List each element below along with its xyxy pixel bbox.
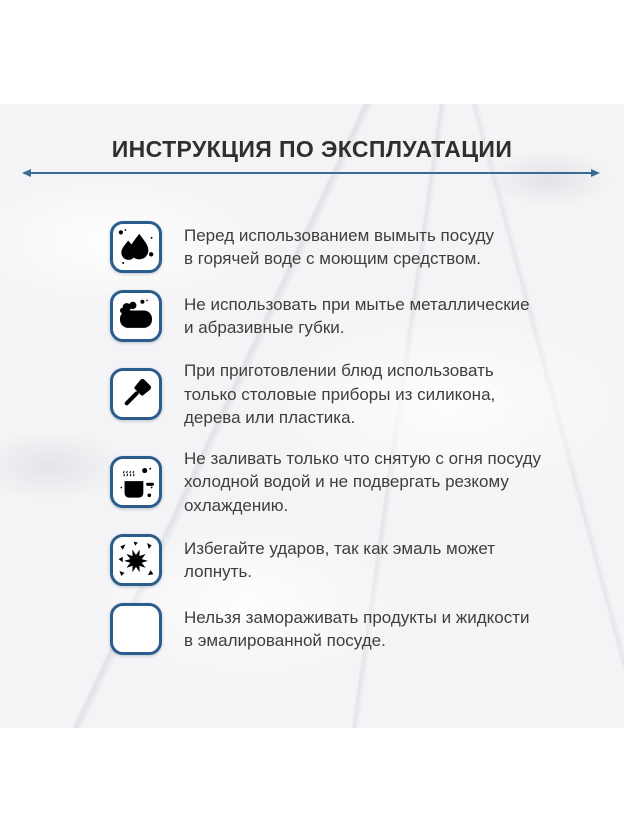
spatula-icon [114, 372, 158, 416]
hot-pot-icon [114, 460, 158, 504]
instruction-list [110, 221, 590, 672]
instruction-text-line: Не использовать при мытье металлические [184, 294, 530, 314]
water-drops-icon [114, 225, 158, 269]
instruction-text-line: только столовые приборы из силикона, [184, 384, 496, 404]
snowflake-icon [114, 607, 158, 651]
instruction-row [110, 603, 590, 655]
instruction-text-line: Нельзя замораживать продукты и жидкости [184, 607, 530, 627]
icon-box [110, 290, 162, 342]
instruction-row [110, 359, 590, 430]
instruction-text [184, 224, 494, 271]
sponge-icon [114, 294, 158, 338]
title-underline-divider [24, 172, 598, 174]
instruction-text-line: холодной водой и не подвергать резкому [184, 472, 509, 491]
impact-burst-icon [114, 538, 158, 582]
instruction-text-line: охлаждению. [184, 495, 289, 515]
icon-box [110, 603, 162, 655]
instruction-text [184, 606, 530, 653]
icon-box [110, 368, 162, 420]
instruction-text [184, 447, 541, 518]
instruction-text-line: дерева или пластика. [184, 408, 356, 427]
instruction-text-line: Перед использованием вымыть посуду [184, 225, 495, 245]
instruction-text [184, 293, 530, 340]
instruction-text-line: и абразивные губки. [184, 318, 345, 337]
instruction-row [110, 221, 590, 273]
instruction-text-line: При приготовлении блюд использовать [184, 361, 494, 380]
instruction-text-line: Избегайте ударов, так как эмаль может [184, 538, 496, 558]
instruction-text-line: Не заливать только что снятую с огня посуду [184, 448, 542, 468]
instruction-row [110, 447, 590, 518]
instruction-text-line: в эмалированной посуде. [184, 631, 386, 650]
instruction-text-line: лопнуть. [184, 562, 253, 581]
instruction-row [110, 290, 590, 342]
instruction-text [184, 359, 495, 430]
icon-box [110, 534, 162, 586]
icon-box [110, 456, 162, 508]
page-title: ИНСТРУКЦИЯ ПО ЭКСПЛУАТАЦИИ [111, 136, 513, 162]
icon-box [110, 221, 162, 273]
instruction-row [110, 534, 590, 586]
instruction-text-line: в горячей воде с моющим средством. [184, 249, 482, 268]
instruction-text [184, 537, 495, 584]
